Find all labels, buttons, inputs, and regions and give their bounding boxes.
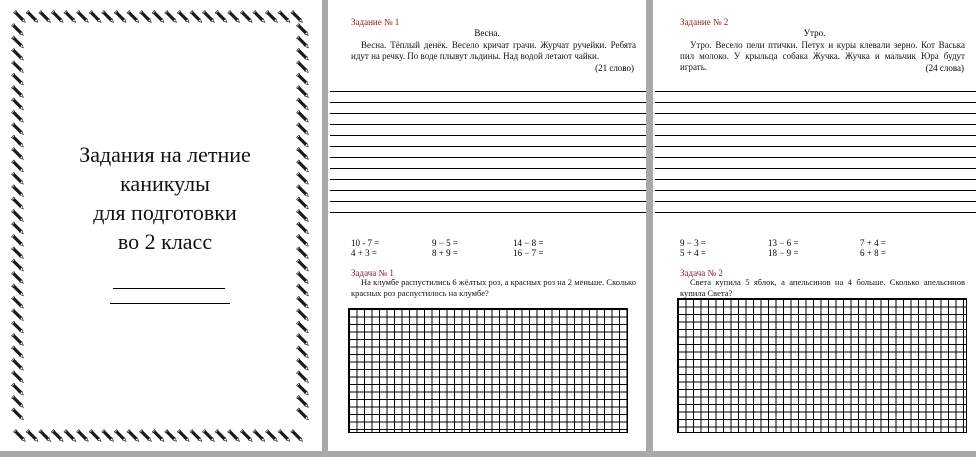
pencil-icon [297,371,310,384]
pencil-icon [152,11,165,24]
pencil-icon [12,259,25,272]
pencil-icon [12,234,25,247]
pencil-icon [203,11,216,24]
pencil-icon [177,11,190,24]
math-example: 9 − 5 = [432,238,458,248]
writing-lines [330,91,646,221]
pencil-icon [297,309,310,322]
writing-lines [655,91,976,221]
pencil-icon [12,148,25,161]
pencil-icon [297,296,310,309]
pencil-icon [114,11,127,24]
pencil-icon [228,11,241,24]
math-example: 13 − 6 = [768,238,799,248]
pencil-icon [297,123,310,136]
word-count: (21 слово) [595,63,634,73]
pencil-icon [127,11,140,24]
pencil-icon [297,98,310,111]
pencil-icon [51,430,64,443]
pencil-icon [102,11,115,24]
pencil-icon [253,430,266,443]
dictation-text: Утро. Весело пели птички. Петух и куры клевали зерно. Кот Васька пил молоко. У крыльца собака Жучка. Жучка и мальчик Юра будут играть. [680,40,965,72]
pencil-icon [297,396,310,409]
pencil-icon [14,430,27,443]
worksheet-page-1 [328,0,646,451]
pencil-icon [291,430,304,443]
task-label: Задание № 2 [680,17,729,27]
pencil-icon [12,48,25,61]
pencil-icon [12,222,25,235]
pencil-icon [291,11,304,24]
pencil-icon [89,430,102,443]
pencil-icon [297,36,310,49]
pencil-icon [12,321,25,334]
pencil-icon [278,430,291,443]
cover-page [0,0,322,451]
pencil-icon [12,272,25,285]
math-example: 9 − 3 = [680,238,706,248]
pencil-icon [12,247,25,260]
pencil-icon [12,197,25,210]
pencil-icon [297,358,310,371]
pencil-icon [64,430,77,443]
math-example: 8 + 9 = [432,248,458,258]
pencil-icon [51,11,64,24]
pencil-icon [12,210,25,223]
cover-title-line: каникулы [120,171,210,196]
dictation-text: Весна. Тёплый денёк. Весело кричат грачи. Журчат ручейки. Ребята идут на речку. По воде плывут льдины. Над водой летают чайки. [351,40,636,61]
pencil-icon [152,430,165,443]
pencil-icon [12,24,25,37]
pencil-icon [14,11,27,24]
text-title: Утро. [803,28,826,38]
pencil-icon [297,383,310,396]
cover-title-line: Задания на летние [79,142,251,167]
pencil-icon [12,123,25,136]
pencil-icon [127,430,140,443]
pencil-icon [297,284,310,297]
pencil-icon [12,185,25,198]
pencil-icon [266,430,279,443]
pencil-icon [297,408,310,421]
text-title: Весна. [474,28,500,38]
math-example: 4 + 3 = [351,248,377,258]
pencil-icon [12,172,25,185]
pencil-icon [77,430,90,443]
math-example: 6 + 8 = [860,248,886,258]
pencil-icon [26,430,39,443]
math-example: 7 + 4 = [860,238,886,248]
pencil-icon [297,259,310,272]
problem-text: Света купила 5 яблок, а апельсинов на 4 больше. Сколько апельсинов купила Света? [680,277,965,298]
problem-label: Задача № 2 [680,268,723,278]
pencil-icon [89,11,102,24]
pencil-icon [12,371,25,384]
pencil-icon [228,430,241,443]
pencil-icon [39,11,52,24]
pencil-icon [12,73,25,86]
problem-label: Задача № 1 [351,268,394,278]
pencil-icon [177,430,190,443]
cover-title-line: во 2 класс [117,229,213,254]
pencil-icon [12,98,25,111]
pencil-icon [26,11,39,24]
pencil-icon [114,430,127,443]
pencil-icon [12,296,25,309]
pencil-icon [77,11,90,24]
pencil-icon [240,11,253,24]
pencil-icon [64,11,77,24]
pencil-icon [140,430,153,443]
math-example: 18 − 9 = [768,248,799,258]
pencil-icon [12,408,25,421]
pencil-icon [253,11,266,24]
math-example: 10 - 7 = [351,238,380,248]
pencil-icon [240,430,253,443]
pencil-icon [297,86,310,99]
task-label: Задание № 1 [351,17,400,27]
problem-text: На клумбе распустились 6 жёлтых роз, а красных роз на 2 меньше. Сколько красных роз распустилось на клумбе? [351,277,636,298]
word-count: (24 слова) [925,63,964,73]
pencil-icon [203,430,216,443]
pencil-icon [297,73,310,86]
pencil-icon [102,430,115,443]
pencil-icon [165,430,178,443]
name-line [113,288,225,289]
pencil-icon [12,346,25,359]
pencil-icon [266,11,279,24]
pencil-icon [297,61,310,74]
pencil-icon [140,11,153,24]
pencil-icon [12,110,25,123]
math-example: 5 + 4 = [680,248,706,258]
pencil-icon [12,383,25,396]
pencil-icon [297,24,310,37]
pencil-icon [297,346,310,359]
pencil-icon [215,430,228,443]
pencil-icon [278,11,291,24]
name-line [110,303,230,304]
pencil-icon [190,430,203,443]
pencil-icon [12,358,25,371]
pencil-icon [297,272,310,285]
squared-grid [348,308,628,433]
cover-title [30,140,300,256]
pencil-icon [12,135,25,148]
pencil-icon [12,334,25,347]
pencil-icon [297,321,310,334]
cover-title-line: для подготовки [93,200,237,225]
pencil-icon [12,309,25,322]
pencil-icon [190,11,203,24]
squared-grid [677,298,967,433]
pencil-icon [12,36,25,49]
pencil-icon [297,334,310,347]
math-example: 16 − 7 = [513,248,544,258]
pencil-icon [297,110,310,123]
worksheet-page-2 [653,0,976,451]
pencil-icon [12,396,25,409]
pencil-icon [165,11,178,24]
pencil-icon [12,61,25,74]
pencil-icon [215,11,228,24]
pencil-icon [12,86,25,99]
math-example: 14 − 8 = [513,238,544,248]
pencil-icon [297,48,310,61]
pencil-icon [12,160,25,173]
pencil-icon [39,430,52,443]
pencil-icon [12,284,25,297]
